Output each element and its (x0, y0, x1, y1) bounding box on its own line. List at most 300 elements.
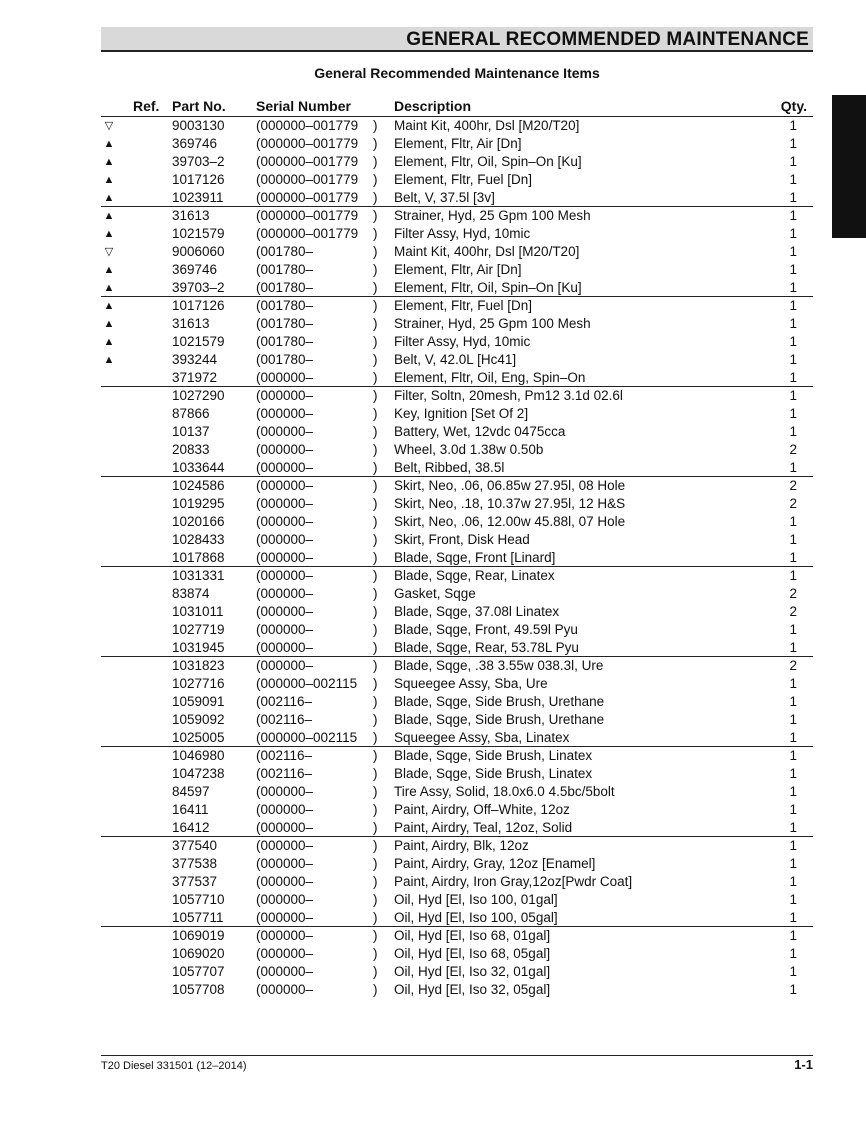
description: Battery, Wet, 12vdc 0475cca (394, 424, 566, 439)
table-row (101, 441, 813, 459)
description: Skirt, Front, Disk Head (394, 532, 530, 547)
part-number: 1020166 (172, 514, 225, 529)
quantity: 1 (789, 802, 797, 817)
description: Paint, Airdry, Iron Gray,12oz[Pwdr Coat] (394, 874, 633, 889)
serial-close: ) (373, 658, 378, 673)
part-number: 16412 (172, 820, 210, 835)
ref-marker: ▲ (103, 192, 115, 204)
part-number: 1027716 (172, 676, 225, 691)
part-number: 1021579 (172, 334, 225, 349)
ref-marker: ▲ (103, 210, 115, 222)
part-number: 1046980 (172, 748, 225, 763)
table-row (101, 405, 813, 423)
part-number: 393244 (172, 352, 218, 367)
table-row (101, 927, 813, 945)
serial-number: (000000– (256, 658, 314, 673)
serial-close: ) (373, 820, 378, 835)
quantity: 2 (789, 604, 797, 619)
column-header-ref: Ref. (133, 98, 160, 114)
quantity: 1 (789, 352, 797, 367)
serial-number: (000000–001779 (256, 118, 359, 133)
quantity: 1 (789, 244, 797, 259)
quantity: 1 (789, 892, 797, 907)
column-header-serial: Serial Number (256, 98, 351, 114)
quantity: 1 (789, 136, 797, 151)
description: Filter, Soltn, 20mesh, Pm12 3.1d 02.6l (394, 388, 623, 403)
serial-number: (000000– (256, 550, 314, 565)
serial-close: ) (373, 784, 378, 799)
quantity: 1 (789, 334, 797, 349)
table-row (101, 477, 813, 495)
part-number: 1057711 (172, 910, 224, 925)
description: Blade, Sqge, Front, 49.59l Pyu (394, 622, 578, 637)
quantity: 1 (789, 316, 797, 331)
quantity: 1 (789, 424, 797, 439)
table-row (101, 495, 813, 513)
quantity: 1 (789, 748, 797, 763)
serial-close: ) (373, 730, 378, 745)
description: Oil, Hyd [El, Iso 100, 05gal] (394, 910, 558, 925)
serial-number: (000000–001779 (256, 208, 359, 223)
quantity: 1 (789, 676, 797, 691)
serial-close: ) (373, 514, 378, 529)
quantity: 1 (789, 946, 797, 961)
description: Oil, Hyd [El, Iso 100, 01gal] (394, 892, 558, 907)
part-number: 1017126 (172, 172, 225, 187)
table-row (101, 171, 813, 189)
quantity: 1 (789, 712, 797, 727)
quantity: 1 (789, 532, 797, 547)
description: Wheel, 3.0d 1.38w 0.50b (394, 442, 544, 457)
serial-close: ) (373, 262, 378, 277)
ref-marker: ▲ (103, 300, 115, 312)
description: Blade, Sqge, Side Brush, Urethane (394, 694, 605, 709)
description: Blade, Sqge, .38 3.55w 038.3l, Ure (394, 658, 604, 673)
quantity: 1 (789, 964, 797, 979)
part-number: 1057710 (172, 892, 225, 907)
serial-close: ) (373, 748, 378, 763)
table-row (101, 657, 813, 675)
serial-close: ) (373, 442, 378, 457)
part-number: 1057707 (172, 964, 225, 979)
quantity: 2 (789, 478, 797, 493)
serial-close: ) (373, 856, 378, 871)
part-number: 39703–2 (172, 280, 225, 295)
serial-number: (000000– (256, 370, 314, 385)
description: Filter Assy, Hyd, 10mic (394, 226, 531, 241)
serial-number: (000000– (256, 514, 314, 529)
quantity: 1 (789, 982, 797, 997)
table-row (101, 153, 813, 171)
description: Skirt, Neo, .18, 10.37w 27.95l, 12 H&S (394, 496, 626, 511)
description: Filter Assy, Hyd, 10mic (394, 334, 531, 349)
serial-close: ) (373, 676, 378, 691)
serial-close: ) (373, 982, 378, 997)
table-row (101, 549, 813, 567)
description: Blade, Sqge, Rear, Linatex (394, 568, 555, 583)
serial-number: (000000– (256, 424, 314, 439)
quantity: 2 (789, 496, 797, 511)
table-row (101, 297, 813, 315)
table-row (101, 459, 813, 477)
serial-number: (000000– (256, 856, 314, 871)
ref-marker: ▽ (104, 120, 114, 132)
serial-number: (001780– (256, 334, 314, 349)
quantity: 1 (789, 874, 797, 889)
serial-close: ) (373, 766, 378, 781)
part-number: 1023911 (172, 190, 224, 205)
description: Skirt, Neo, .06, 12.00w 45.88l, 07 Hole (394, 514, 626, 529)
quantity: 1 (789, 190, 797, 205)
serial-number: (000000– (256, 496, 314, 511)
part-number: 1059092 (172, 712, 225, 727)
page-number: 1-1 (794, 1057, 813, 1072)
description: Oil, Hyd [El, Iso 32, 05gal] (394, 982, 551, 997)
section-tab-marker (832, 95, 866, 238)
table-row (101, 243, 813, 261)
column-header-part: Part No. (172, 98, 226, 114)
serial-number: (000000– (256, 892, 314, 907)
description: Paint, Airdry, Off–White, 12oz (394, 802, 570, 817)
ref-marker: ▲ (103, 336, 115, 348)
serial-number: (000000– (256, 928, 314, 943)
serial-number: (000000–001779 (256, 226, 359, 241)
quantity: 1 (789, 280, 797, 295)
part-number: 87866 (172, 406, 210, 421)
serial-close: ) (373, 172, 378, 187)
part-number: 1059091 (172, 694, 225, 709)
serial-close: ) (373, 874, 378, 889)
description: Key, Ignition [Set Of 2] (394, 406, 529, 421)
serial-number: (000000–001779 (256, 172, 359, 187)
ref-marker: ▲ (103, 138, 115, 150)
quantity: 1 (789, 622, 797, 637)
quantity: 2 (789, 586, 797, 601)
serial-number: (000000– (256, 910, 314, 925)
part-number: 1017126 (172, 298, 225, 313)
serial-close: ) (373, 370, 378, 385)
footer-rule (101, 1055, 813, 1056)
serial-close: ) (373, 352, 378, 367)
part-number: 1031011 (172, 604, 224, 619)
description: Squeegee Assy, Sba, Ure (394, 676, 548, 691)
description: Blade, Sqge, Rear, 53.78L Pyu (394, 640, 579, 655)
description: Blade, Sqge, Side Brush, Linatex (394, 748, 593, 763)
serial-number: (000000– (256, 982, 314, 997)
serial-close: ) (373, 928, 378, 943)
table-row (101, 675, 813, 693)
quantity: 1 (789, 694, 797, 709)
table-row (101, 945, 813, 963)
serial-close: ) (373, 280, 378, 295)
serial-number: (001780– (256, 316, 314, 331)
quantity: 2 (789, 658, 797, 673)
table-row (101, 189, 813, 207)
quantity: 1 (789, 550, 797, 565)
description: Paint, Airdry, Blk, 12oz (394, 838, 529, 853)
description: Strainer, Hyd, 25 Gpm 100 Mesh (394, 316, 591, 331)
table-row (101, 693, 813, 711)
table-row (101, 765, 813, 783)
serial-close: ) (373, 694, 378, 709)
serial-close: ) (373, 190, 378, 205)
part-number: 16411 (172, 802, 209, 817)
serial-close: ) (373, 244, 378, 259)
table-row (101, 135, 813, 153)
table-row (101, 513, 813, 531)
part-number: 1021579 (172, 226, 225, 241)
description: Element, Fltr, Air [Dn] (394, 136, 522, 151)
description: Element, Fltr, Fuel [Dn] (394, 298, 533, 313)
serial-number: (000000– (256, 802, 314, 817)
description: Squeegee Assy, Sba, Linatex (394, 730, 570, 745)
description: Element, Fltr, Fuel [Dn] (394, 172, 533, 187)
quantity: 1 (789, 730, 797, 745)
ref-marker: ▲ (103, 174, 115, 186)
description: Strainer, Hyd, 25 Gpm 100 Mesh (394, 208, 591, 223)
part-number: 1047238 (172, 766, 225, 781)
serial-number: (000000– (256, 442, 314, 457)
serial-number: (000000– (256, 946, 314, 961)
serial-close: ) (373, 946, 378, 961)
table-row (101, 855, 813, 873)
serial-number: (000000– (256, 388, 314, 403)
quantity: 1 (789, 208, 797, 223)
part-number: 1031945 (172, 640, 225, 655)
part-number: 1069019 (172, 928, 225, 943)
part-number: 31613 (172, 316, 210, 331)
description: Oil, Hyd [El, Iso 68, 05gal] (394, 946, 551, 961)
description: Oil, Hyd [El, Iso 68, 01gal] (394, 928, 551, 943)
table-row (101, 315, 813, 333)
part-number: 1019295 (172, 496, 225, 511)
footer-document-id: T20 Diesel 331501 (12–2014) (101, 1060, 247, 1072)
table-row (101, 531, 813, 549)
part-number: 1027719 (172, 622, 225, 637)
serial-number: (002116– (256, 766, 313, 781)
serial-close: ) (373, 568, 378, 583)
part-number: 39703–2 (172, 154, 225, 169)
table-row (101, 819, 813, 837)
table-row (101, 279, 813, 297)
quantity: 1 (789, 784, 797, 799)
quantity: 1 (789, 118, 797, 133)
serial-number: (001780– (256, 298, 314, 313)
description: Blade, Sqge, Front [Linard] (394, 550, 556, 565)
quantity: 1 (789, 568, 797, 583)
quantity: 1 (789, 910, 797, 925)
table-row (101, 729, 813, 747)
section-subtitle: General Recommended Maintenance Items (314, 65, 600, 81)
serial-number: (002116– (256, 712, 313, 727)
serial-close: ) (373, 460, 378, 475)
description: Oil, Hyd [El, Iso 32, 01gal] (394, 964, 551, 979)
serial-close: ) (373, 154, 378, 169)
description: Skirt, Neo, .06, 06.85w 27.95l, 08 Hole (394, 478, 626, 493)
quantity: 1 (789, 460, 797, 475)
table-row (101, 711, 813, 729)
serial-number: (000000–001779 (256, 154, 359, 169)
serial-close: ) (373, 388, 378, 403)
serial-number: (000000–002115 (256, 676, 358, 691)
header-bar (101, 27, 813, 52)
parts-table (101, 117, 813, 999)
serial-number: (000000– (256, 874, 314, 889)
part-number: 369746 (172, 262, 218, 277)
quantity: 1 (789, 262, 797, 277)
ref-marker: ▲ (103, 282, 115, 294)
description: Gasket, Sqge (394, 586, 476, 601)
description: Element, Fltr, Air [Dn] (394, 262, 522, 277)
serial-number: (000000–001779 (256, 190, 359, 205)
page-title: GENERAL RECOMMENDED MAINTENANCE (406, 29, 809, 50)
part-number: 369746 (172, 136, 218, 151)
quantity: 1 (789, 766, 797, 781)
serial-close: ) (373, 712, 378, 727)
table-row (101, 387, 813, 405)
table-row (101, 963, 813, 981)
table-row (101, 981, 813, 999)
serial-number: (000000– (256, 604, 314, 619)
table-row (101, 207, 813, 225)
serial-number: (002116– (256, 694, 313, 709)
table-row (101, 351, 813, 369)
table-row (101, 603, 813, 621)
part-number: 1028433 (172, 532, 225, 547)
part-number: 1017868 (172, 550, 225, 565)
description: Maint Kit, 400hr, Dsl [M20/T20] (394, 118, 580, 133)
quantity: 1 (789, 856, 797, 871)
serial-number: (000000– (256, 586, 314, 601)
description: Tire Assy, Solid, 18.0x6.0 4.5bc/5bolt (394, 784, 615, 799)
quantity: 1 (789, 406, 797, 421)
description: Belt, V, 37.5l [3v] (394, 190, 495, 205)
ref-marker: ▲ (103, 264, 115, 276)
serial-close: ) (373, 298, 378, 313)
ref-marker: ▲ (103, 228, 115, 240)
serial-close: ) (373, 586, 378, 601)
table-row (101, 585, 813, 603)
serial-close: ) (373, 550, 378, 565)
serial-number: (002116– (256, 748, 313, 763)
table-row (101, 261, 813, 279)
quantity: 1 (789, 370, 797, 385)
quantity: 1 (789, 928, 797, 943)
serial-close: ) (373, 892, 378, 907)
table-row (101, 639, 813, 657)
part-number: 1031823 (172, 658, 225, 673)
serial-close: ) (373, 226, 378, 241)
table-row (101, 567, 813, 585)
serial-close: ) (373, 622, 378, 637)
part-number: 1033644 (172, 460, 225, 475)
serial-number: (000000–002115 (256, 730, 358, 745)
serial-number: (000000– (256, 460, 314, 475)
serial-close: ) (373, 406, 378, 421)
serial-close: ) (373, 802, 378, 817)
quantity: 1 (789, 226, 797, 241)
serial-close: ) (373, 496, 378, 511)
serial-close: ) (373, 604, 378, 619)
part-number: 377540 (172, 838, 218, 853)
part-number: 31613 (172, 208, 210, 223)
part-number: 9006060 (172, 244, 225, 259)
part-number: 1025005 (172, 730, 225, 745)
table-row (101, 423, 813, 441)
description: Element, Fltr, Oil, Eng, Spin–On (394, 370, 586, 385)
part-number: 1027290 (172, 388, 225, 403)
serial-number: (000000– (256, 406, 314, 421)
description: Paint, Airdry, Gray, 12oz [Enamel] (394, 856, 596, 871)
serial-close: ) (373, 478, 378, 493)
serial-number: (000000– (256, 640, 314, 655)
column-header-qty: Qty. (780, 98, 807, 114)
quantity: 1 (789, 820, 797, 835)
serial-number: (000000– (256, 622, 314, 637)
serial-close: ) (373, 838, 378, 853)
description: Belt, Ribbed, 38.5l (394, 460, 505, 475)
serial-number: (000000– (256, 964, 314, 979)
table-row (101, 117, 813, 135)
table-row (101, 621, 813, 639)
description: Element, Fltr, Oil, Spin–On [Ku] (394, 280, 582, 295)
description: Maint Kit, 400hr, Dsl [M20/T20] (394, 244, 580, 259)
serial-close: ) (373, 118, 378, 133)
serial-number: (000000– (256, 532, 314, 547)
serial-number: (000000– (256, 838, 314, 853)
table-row (101, 369, 813, 387)
table-row (101, 837, 813, 855)
serial-close: ) (373, 532, 378, 547)
ref-marker: ▲ (103, 354, 115, 366)
serial-number: (000000– (256, 784, 314, 799)
table-row (101, 747, 813, 765)
quantity: 2 (789, 442, 797, 457)
serial-number: (000000– (256, 478, 314, 493)
ref-marker: ▽ (104, 246, 114, 258)
quantity: 1 (789, 298, 797, 313)
serial-close: ) (373, 640, 378, 655)
part-number: 371972 (172, 370, 218, 385)
quantity: 1 (789, 514, 797, 529)
serial-close: ) (373, 136, 378, 151)
serial-close: ) (373, 424, 378, 439)
quantity: 1 (789, 388, 797, 403)
part-number: 377538 (172, 856, 218, 871)
description: Element, Fltr, Oil, Spin–On [Ku] (394, 154, 582, 169)
quantity: 1 (789, 838, 797, 853)
table-row (101, 333, 813, 351)
serial-number: (000000– (256, 820, 314, 835)
part-number: 1057708 (172, 982, 225, 997)
description: Blade, Sqge, 37.08l Linatex (394, 604, 560, 619)
description: Blade, Sqge, Side Brush, Urethane (394, 712, 605, 727)
table-row (101, 225, 813, 243)
ref-marker: ▲ (103, 318, 115, 330)
part-number: 84597 (172, 784, 210, 799)
serial-close: ) (373, 334, 378, 349)
part-number: 9003130 (172, 118, 225, 133)
table-row (101, 783, 813, 801)
table-row (101, 891, 813, 909)
serial-close: ) (373, 316, 378, 331)
table-row (101, 909, 813, 927)
serial-close: ) (373, 208, 378, 223)
serial-close: ) (373, 964, 378, 979)
serial-number: (001780– (256, 262, 314, 277)
ref-marker: ▲ (103, 156, 115, 168)
description: Blade, Sqge, Side Brush, Linatex (394, 766, 593, 781)
